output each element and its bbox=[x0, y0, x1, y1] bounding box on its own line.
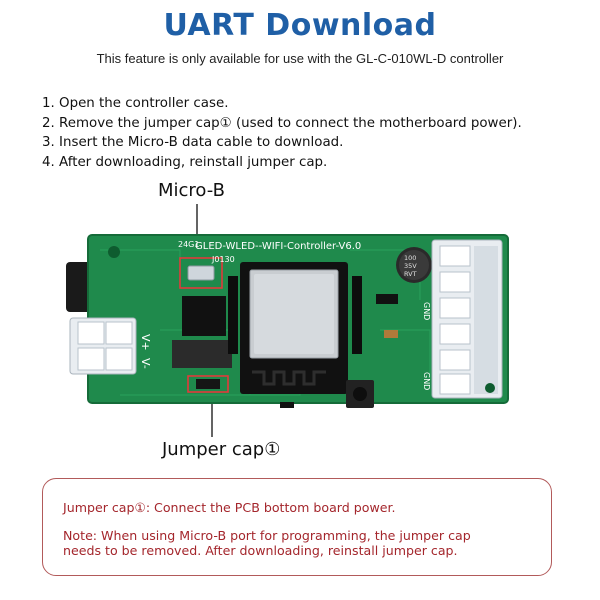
micro-b-callout-label: Micro-B bbox=[158, 180, 225, 201]
jumper-cap bbox=[196, 379, 220, 389]
jumper-cap-callout-label: Jumper cap① bbox=[162, 439, 281, 460]
power-terminal bbox=[70, 318, 136, 374]
board-code-j0130: J0130 bbox=[212, 255, 235, 264]
page-subtitle: This feature is only available for use with the GL-C-010WL-D controller bbox=[96, 51, 504, 66]
step-4: 4. After downloading, reinstall jumper cap. bbox=[42, 154, 328, 170]
step-1: 1. Open the controller case. bbox=[42, 96, 229, 111]
board-code-24g1: 24G1 bbox=[178, 240, 200, 249]
cap-value: 100 bbox=[404, 254, 417, 262]
page-title: UART Download bbox=[163, 8, 437, 43]
v-plus-label: V+ bbox=[139, 334, 152, 351]
jumper-note: Jumper cap①: Connect the PCB bottom board power. bbox=[63, 500, 396, 515]
micro-b-port bbox=[188, 266, 214, 280]
gnd-label-top: GND bbox=[422, 302, 431, 321]
cap-brand: RVT bbox=[404, 270, 417, 278]
micro-b-note-line-2: needs to be removed. After downloading, reinstall jumper cap. bbox=[63, 543, 458, 558]
board-silkscreen-title: GLED-WLED--WIFI-Controller-V6.0 bbox=[195, 241, 362, 252]
step-3: 3. Insert the Micro-B data cable to download. bbox=[42, 135, 344, 150]
note-box bbox=[42, 478, 552, 576]
cap-voltage: 35V bbox=[404, 262, 417, 270]
step-2: 2. Remove the jumper cap① (used to connect the motherboard power). bbox=[42, 115, 522, 131]
output-terminals bbox=[432, 240, 502, 398]
wifi-module bbox=[240, 262, 348, 394]
usb-serial-chip bbox=[182, 296, 226, 336]
micro-b-note-line-1: Note: When using Micro-B port for programming, the jumper cap bbox=[63, 527, 471, 543]
gnd-label-bottom: GND bbox=[422, 372, 431, 391]
v-minus-label: V- bbox=[139, 358, 152, 369]
small-module bbox=[172, 340, 232, 368]
